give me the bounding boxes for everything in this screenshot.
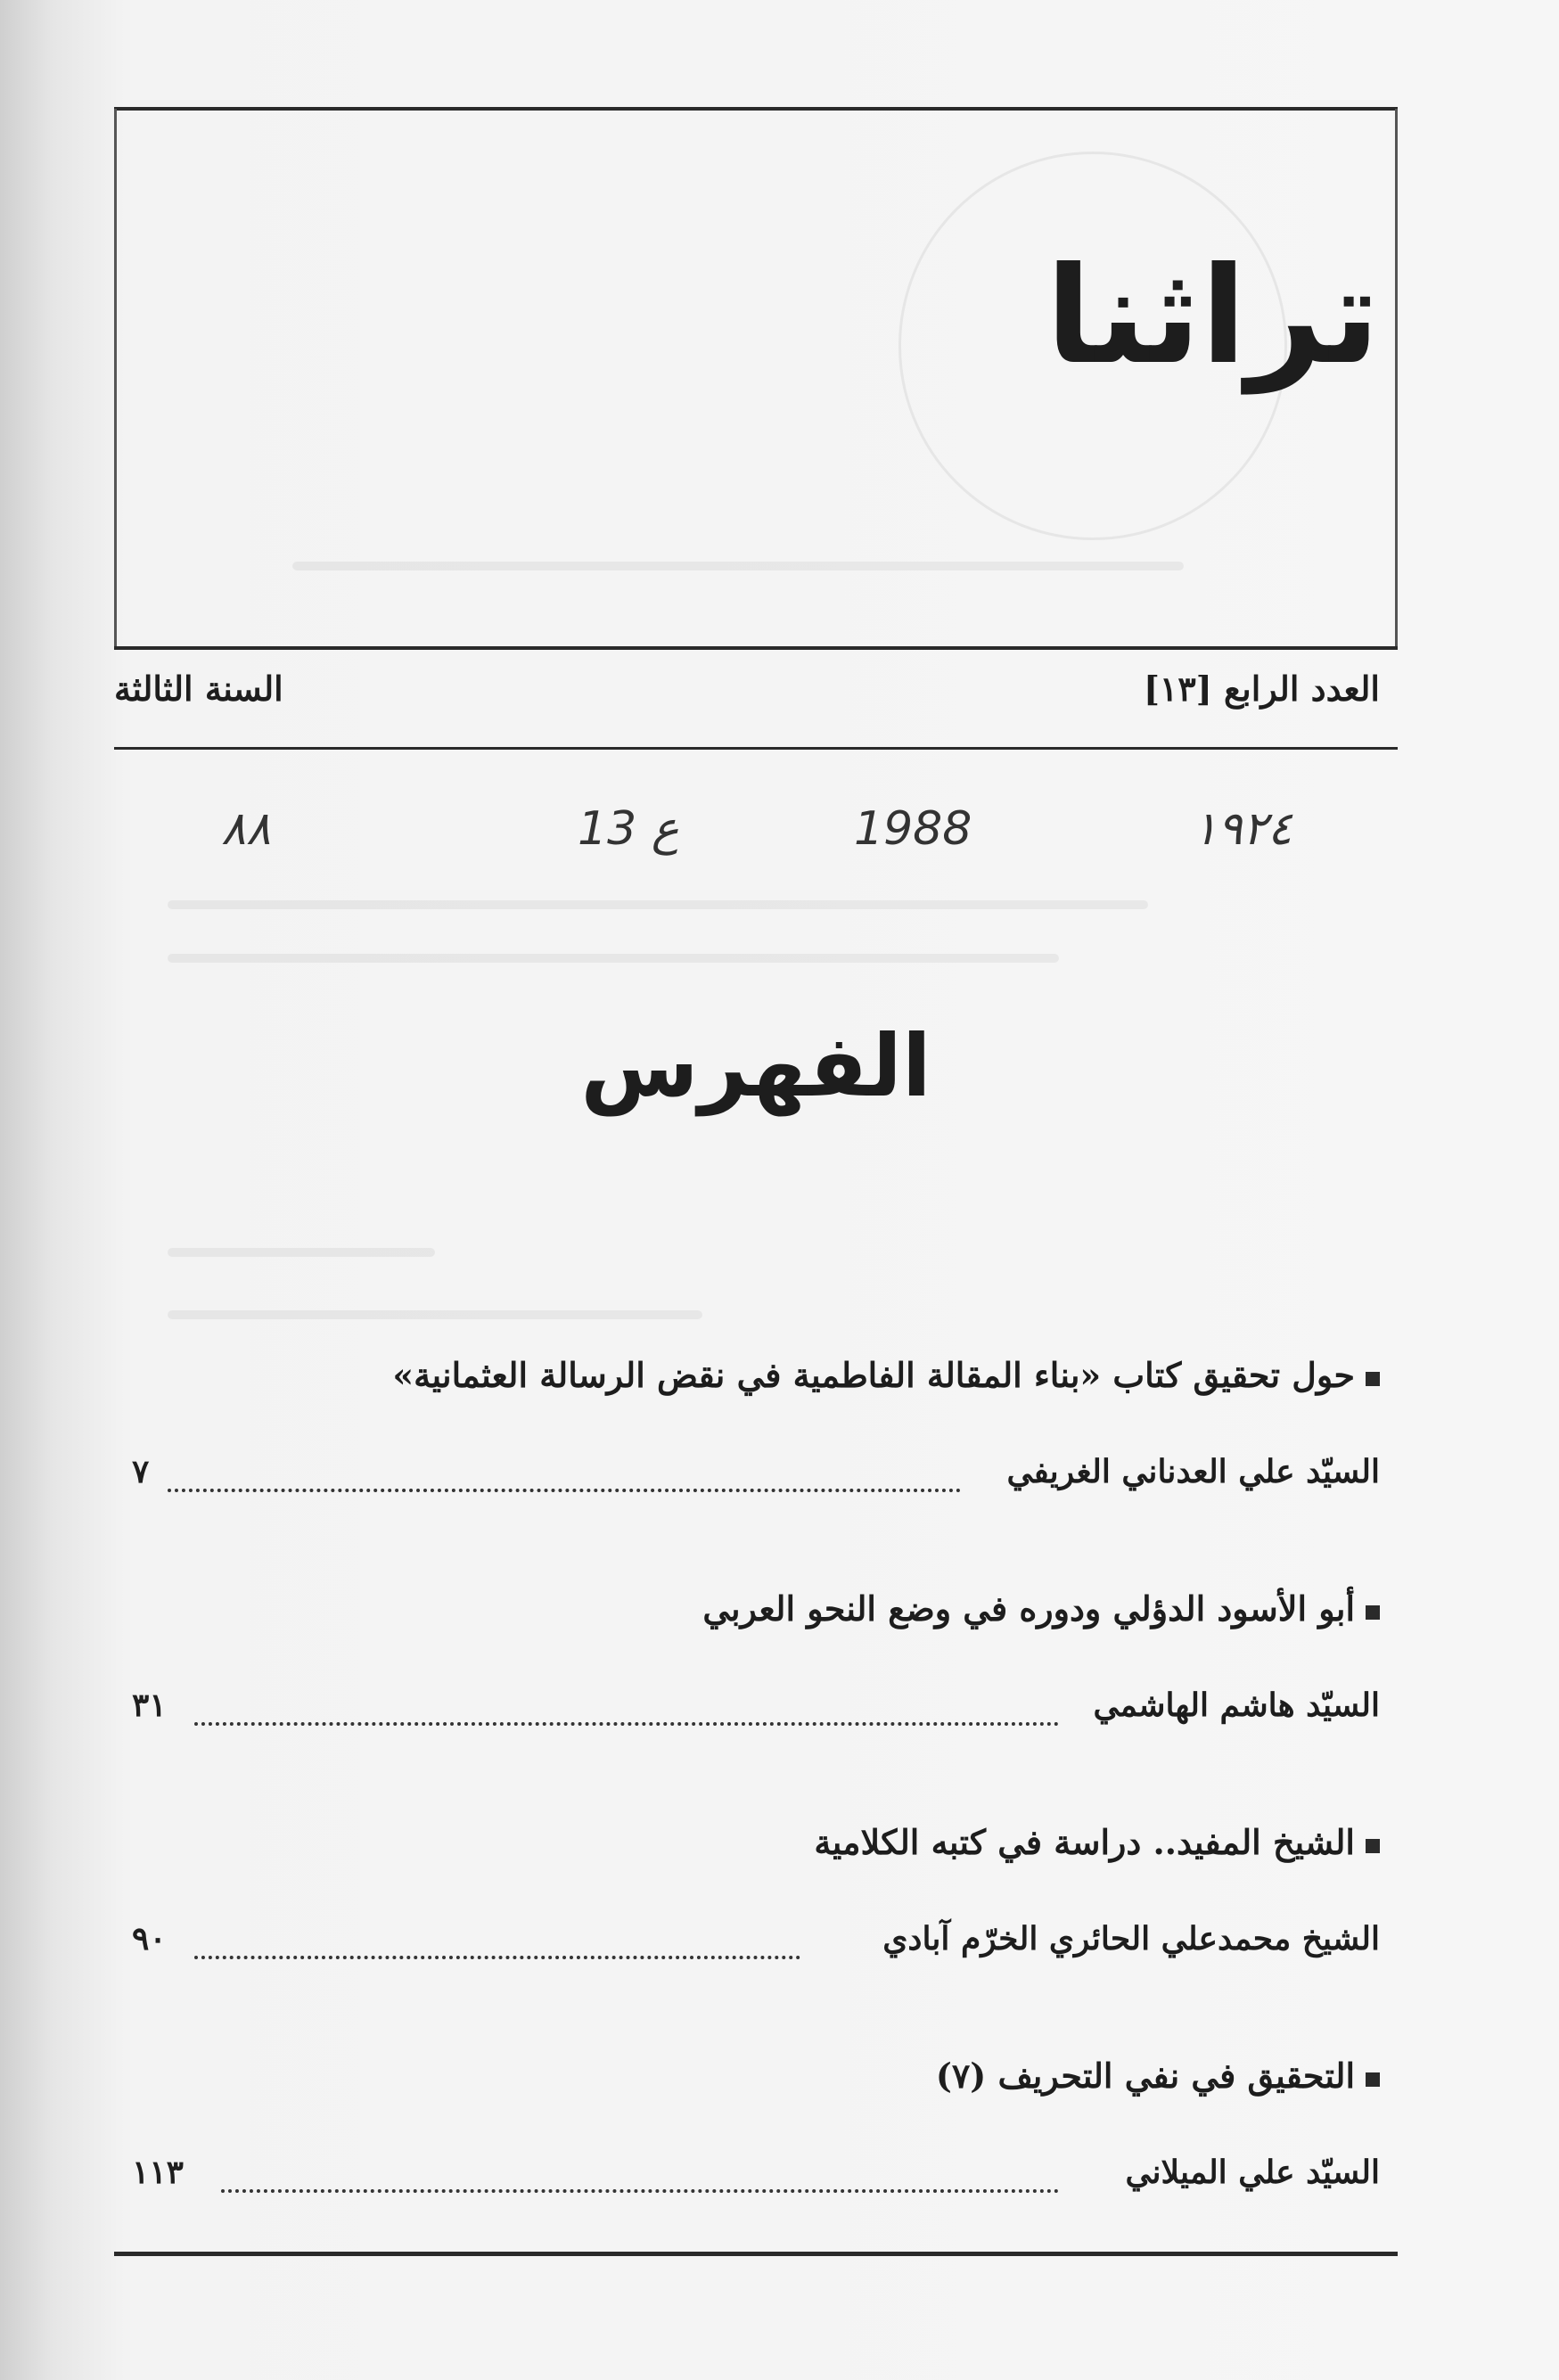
entry-title: أبو الأسود الدؤلي ودوره في وضع النحو العربي <box>702 1588 1380 1629</box>
issue-year: السنة الثالثة <box>114 669 283 709</box>
handwritten-note: ٨٨ <box>221 802 271 856</box>
masthead-rule <box>114 646 1398 650</box>
entry-author-row <box>132 2154 1380 2207</box>
frame-left-line <box>114 109 117 648</box>
masthead-title: تراثنا <box>1046 239 1380 394</box>
entry-author-row <box>132 1920 1380 1974</box>
entry-author: السيّد علي الميلاني <box>1125 2154 1380 2191</box>
bottom-rule <box>114 2252 1398 2256</box>
entry-author: السيّد علي العدناني الغريفي <box>1006 1453 1380 1490</box>
issue-rule <box>114 747 1398 750</box>
frame-right-line <box>1395 109 1398 648</box>
dot-leader <box>194 1920 800 1959</box>
toc-entry[interactable] <box>114 1588 1398 1822</box>
handwritten-note: 13 ع <box>578 802 679 856</box>
entry-author: السيّد هاشم الهاشمي <box>1093 1687 1380 1724</box>
handwritten-note: 1988 <box>854 802 972 856</box>
toc-entry[interactable] <box>114 1822 1398 2056</box>
issue-info-row <box>114 669 1398 731</box>
toc-entry[interactable] <box>114 1355 1398 1588</box>
bleed-through-line <box>292 562 1184 570</box>
entry-author: الشيخ محمدعلي الحائري الخرّم آبادي <box>882 1920 1380 1957</box>
bullet-icon <box>1366 2072 1380 2087</box>
entry-author-row <box>132 1687 1380 1740</box>
entry-title: الشيخ المفيد.. دراسة في كتبه الكلامية <box>814 1822 1380 1862</box>
dot-leader <box>194 1687 1059 1726</box>
handwritten-note: ١٩٢٤ <box>1193 802 1292 856</box>
entry-title: حول تحقيق كتاب «بناء المقالة الفاطمية في نقض الرسالة العثمانية» <box>392 1355 1380 1395</box>
entry-title: التحقيق في نفي التحريف (٧) <box>936 2056 1380 2096</box>
entry-page-number: ٣١ <box>132 1687 167 1724</box>
entry-page-number: ٩٠ <box>132 1920 167 1957</box>
dot-leader <box>168 1453 961 1492</box>
entry-page-number: ٧ <box>132 1453 150 1490</box>
dot-leader <box>221 2154 1059 2193</box>
bullet-icon <box>1366 1372 1380 1386</box>
entry-page-number: ١١٣ <box>132 2154 185 2191</box>
bullet-icon <box>1366 1839 1380 1853</box>
journal-page <box>114 98 1398 2291</box>
entry-author-row <box>132 1453 1380 1506</box>
toc-title: الفهرس <box>580 1016 931 1116</box>
issue-number: العدد الرابع [١٣] <box>1143 669 1380 709</box>
bleed-through-line <box>168 1248 435 1257</box>
bleed-through-line <box>168 1310 702 1319</box>
bleed-through-line <box>168 954 1059 963</box>
top-rule <box>114 107 1398 111</box>
bullet-icon <box>1366 1605 1380 1620</box>
toc-entries <box>114 1355 1398 2289</box>
bleed-through-line <box>168 900 1148 909</box>
